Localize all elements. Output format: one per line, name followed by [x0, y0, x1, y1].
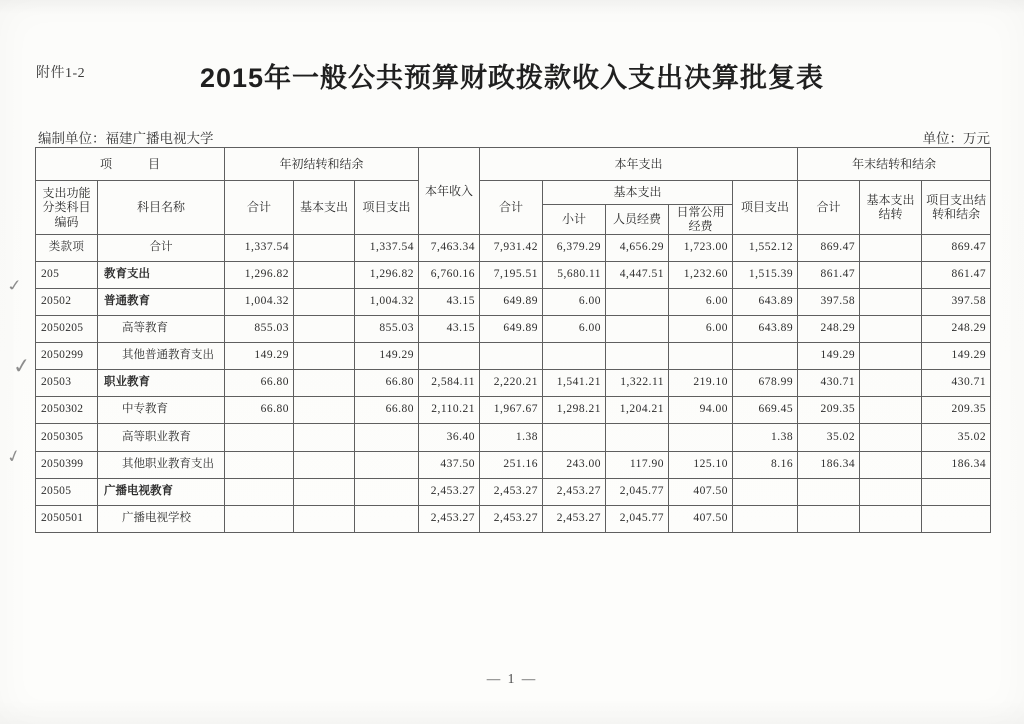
row-value: [294, 451, 355, 478]
row-value: 649.89: [480, 288, 543, 315]
row-code: 2050399: [36, 451, 98, 478]
header-cur-daily-public: 日常公用经费: [669, 205, 733, 235]
table-row: [36, 478, 991, 505]
row-code: 2050305: [36, 424, 98, 451]
row-value: [860, 370, 922, 397]
row-value: [798, 478, 860, 505]
row-subject-name: 教育支出: [98, 261, 225, 288]
row-value: 1,337.54: [355, 234, 419, 261]
row-value: [860, 261, 922, 288]
row-value: 5,680.11: [543, 261, 606, 288]
row-value: 397.58: [922, 288, 991, 315]
handwritten-check-mark: ✓: [11, 353, 32, 379]
row-value: [669, 343, 733, 370]
row-subject-name: 其他职业教育支出: [98, 451, 225, 478]
row-value: 1.38: [733, 424, 798, 451]
row-value: 1,552.12: [733, 234, 798, 261]
row-value: [225, 424, 294, 451]
row-value: [294, 234, 355, 261]
row-value: 2,453.27: [543, 505, 606, 532]
row-value: 149.29: [225, 343, 294, 370]
row-code: 20503: [36, 370, 98, 397]
row-value: [294, 316, 355, 343]
row-value: 6.00: [543, 316, 606, 343]
row-value: 1,298.21: [543, 397, 606, 424]
row-value: 1,204.21: [606, 397, 669, 424]
row-value: [860, 424, 922, 451]
row-value: 1,296.82: [225, 261, 294, 288]
row-value: 2,453.27: [419, 505, 480, 532]
row-value: [355, 505, 419, 532]
row-subject-name: 合计: [98, 234, 225, 261]
row-value: 243.00: [543, 451, 606, 478]
row-value: 186.34: [798, 451, 860, 478]
row-value: 1,296.82: [355, 261, 419, 288]
row-value: 1,967.67: [480, 397, 543, 424]
row-subject-name: 高等教育: [98, 316, 225, 343]
row-value: 149.29: [798, 343, 860, 370]
row-value: 2,453.27: [543, 478, 606, 505]
table-row: [36, 316, 991, 343]
row-value: 407.50: [669, 478, 733, 505]
row-value: 1.38: [480, 424, 543, 451]
row-value: 36.40: [419, 424, 480, 451]
table-row: [36, 397, 991, 424]
row-value: 66.80: [355, 370, 419, 397]
row-value: 6,379.29: [543, 234, 606, 261]
header-current-expenditure-group: 本年支出: [480, 148, 798, 181]
row-code: 20505: [36, 478, 98, 505]
row-subject-name: 普通教育: [98, 288, 225, 315]
row-value: 643.89: [733, 288, 798, 315]
row-value: 6,760.16: [419, 261, 480, 288]
row-value: 2,110.21: [419, 397, 480, 424]
row-subject-name: 其他普通教育支出: [98, 343, 225, 370]
row-value: 2,584.11: [419, 370, 480, 397]
row-value: 1,337.54: [225, 234, 294, 261]
row-value: 66.80: [225, 370, 294, 397]
row-code: 2050501: [36, 505, 98, 532]
row-value: 2,453.27: [480, 478, 543, 505]
row-value: 1,515.39: [733, 261, 798, 288]
row-subject-name: 广播电视教育: [98, 478, 225, 505]
row-code: 2050302: [36, 397, 98, 424]
header-row-1: [36, 148, 991, 181]
row-value: [294, 370, 355, 397]
row-value: 2,220.21: [480, 370, 543, 397]
table-header: [36, 148, 991, 235]
row-value: 2,453.27: [480, 505, 543, 532]
row-value: [294, 505, 355, 532]
page-title: 2015年一般公共预算财政拨款收入支出决算批复表: [199, 63, 825, 93]
row-value: [355, 478, 419, 505]
row-value: [606, 424, 669, 451]
row-value: 430.71: [922, 370, 991, 397]
row-value: 861.47: [798, 261, 860, 288]
prepared-by-label: 编制单位：福建广播电视大学: [38, 131, 214, 146]
page-number: — 1 —: [486, 671, 538, 686]
row-value: 1,541.21: [543, 370, 606, 397]
row-code: 2050205: [36, 316, 98, 343]
row-value: [543, 424, 606, 451]
row-code: 类款项: [36, 234, 98, 261]
row-value: [355, 451, 419, 478]
row-value: 1,322.11: [606, 370, 669, 397]
row-value: [860, 288, 922, 315]
budget-table-container: [35, 147, 991, 533]
row-value: [860, 397, 922, 424]
row-value: 209.35: [798, 397, 860, 424]
header-end-total: 合计: [798, 181, 860, 235]
row-value: 649.89: [480, 316, 543, 343]
row-value: 643.89: [733, 316, 798, 343]
row-value: 7,931.42: [480, 234, 543, 261]
unit-label: 单位：万元: [922, 131, 990, 146]
table-row: [36, 505, 991, 532]
row-value: 1,232.60: [669, 261, 733, 288]
header-begin-total: 合计: [225, 181, 294, 235]
row-value: [669, 424, 733, 451]
header-end-basic-carryover: 基本支出结转: [860, 181, 922, 235]
table-row: [36, 424, 991, 451]
row-value: 251.16: [480, 451, 543, 478]
row-value: 430.71: [798, 370, 860, 397]
row-value: 149.29: [355, 343, 419, 370]
handwritten-check-mark: ✓: [5, 276, 25, 296]
row-value: [860, 234, 922, 261]
budget-table: [35, 147, 991, 533]
table-row: [36, 261, 991, 288]
row-value: [606, 288, 669, 315]
row-code: 2050299: [36, 343, 98, 370]
row-value: 66.80: [355, 397, 419, 424]
table-row: [36, 234, 991, 261]
row-value: 437.50: [419, 451, 480, 478]
header-cur-personnel: 人员经费: [606, 205, 669, 235]
row-value: [798, 505, 860, 532]
row-value: 678.99: [733, 370, 798, 397]
row-subject-name: 职业教育: [98, 370, 225, 397]
row-value: 869.47: [922, 234, 991, 261]
row-value: 1,723.00: [669, 234, 733, 261]
header-cur-basic-subtotal: 小计: [543, 205, 606, 235]
table-row: [36, 370, 991, 397]
row-value: [922, 505, 991, 532]
table-row: [36, 288, 991, 315]
row-value: [860, 316, 922, 343]
header-function-code: 支出功能分类科目编码: [36, 181, 98, 235]
row-value: [294, 343, 355, 370]
row-value: [294, 288, 355, 315]
header-end-project-carryover: 项目支出结转和结余: [922, 181, 991, 235]
row-value: 397.58: [798, 288, 860, 315]
row-subject-name: 高等职业教育: [98, 424, 225, 451]
row-value: 186.34: [922, 451, 991, 478]
table-row: [36, 343, 991, 370]
row-value: 855.03: [355, 316, 419, 343]
row-value: 6.00: [543, 288, 606, 315]
header-begin-year-group: 年初结转和结余: [225, 148, 419, 181]
row-value: 407.50: [669, 505, 733, 532]
row-value: 35.02: [798, 424, 860, 451]
row-value: 248.29: [798, 316, 860, 343]
row-value: 125.10: [669, 451, 733, 478]
row-value: [606, 343, 669, 370]
row-value: 669.45: [733, 397, 798, 424]
header-cur-total: 合计: [480, 181, 543, 235]
row-code: 205: [36, 261, 98, 288]
header-cur-basic-group: 基本支出: [543, 181, 733, 205]
row-value: 2,453.27: [419, 478, 480, 505]
row-value: [606, 316, 669, 343]
row-value: 6.00: [669, 288, 733, 315]
row-value: [225, 478, 294, 505]
header-begin-project: 项目支出: [355, 181, 419, 235]
row-value: 7,463.34: [419, 234, 480, 261]
table-row: [36, 451, 991, 478]
row-code: 20502: [36, 288, 98, 315]
row-value: [733, 505, 798, 532]
row-value: 7,195.51: [480, 261, 543, 288]
row-value: 149.29: [922, 343, 991, 370]
row-value: 855.03: [225, 316, 294, 343]
handwritten-check-mark: ✓: [4, 445, 24, 469]
row-value: [294, 261, 355, 288]
row-value: 8.16: [733, 451, 798, 478]
row-value: [860, 478, 922, 505]
row-value: [860, 451, 922, 478]
row-value: [733, 478, 798, 505]
row-subject-name: 广播电视学校: [98, 505, 225, 532]
row-value: [294, 397, 355, 424]
attachment-label: 附件1-2: [36, 66, 86, 81]
row-value: [860, 343, 922, 370]
row-value: 117.90: [606, 451, 669, 478]
row-value: [294, 424, 355, 451]
header-row-2: [36, 181, 991, 205]
header-end-year-group: 年末结转和结余: [798, 148, 991, 181]
row-value: 35.02: [922, 424, 991, 451]
header-subject-name: 科目名称: [98, 181, 225, 235]
header-begin-basic: 基本支出: [294, 181, 355, 235]
row-value: [480, 343, 543, 370]
row-value: 869.47: [798, 234, 860, 261]
row-value: 66.80: [225, 397, 294, 424]
row-value: 248.29: [922, 316, 991, 343]
row-value: 43.15: [419, 288, 480, 315]
row-value: [860, 505, 922, 532]
row-value: 1,004.32: [355, 288, 419, 315]
row-value: 43.15: [419, 316, 480, 343]
row-value: 2,045.77: [606, 505, 669, 532]
row-value: 6.00: [669, 316, 733, 343]
header-current-income: 本年收入: [419, 148, 480, 235]
row-value: [355, 424, 419, 451]
header-item-group: 项 目: [36, 148, 225, 181]
row-value: [225, 451, 294, 478]
row-subject-name: 中专教育: [98, 397, 225, 424]
row-value: 219.10: [669, 370, 733, 397]
row-value: [419, 343, 480, 370]
header-cur-project: 项目支出: [733, 181, 798, 235]
row-value: [543, 343, 606, 370]
meta-row: [38, 127, 990, 147]
row-value: 4,656.29: [606, 234, 669, 261]
row-value: 4,447.51: [606, 261, 669, 288]
table-body: [36, 234, 991, 532]
row-value: 1,004.32: [225, 288, 294, 315]
row-value: [922, 478, 991, 505]
row-value: 209.35: [922, 397, 991, 424]
row-value: [294, 478, 355, 505]
row-value: 94.00: [669, 397, 733, 424]
row-value: [225, 505, 294, 532]
row-value: 861.47: [922, 261, 991, 288]
row-value: [733, 343, 798, 370]
row-value: 2,045.77: [606, 478, 669, 505]
